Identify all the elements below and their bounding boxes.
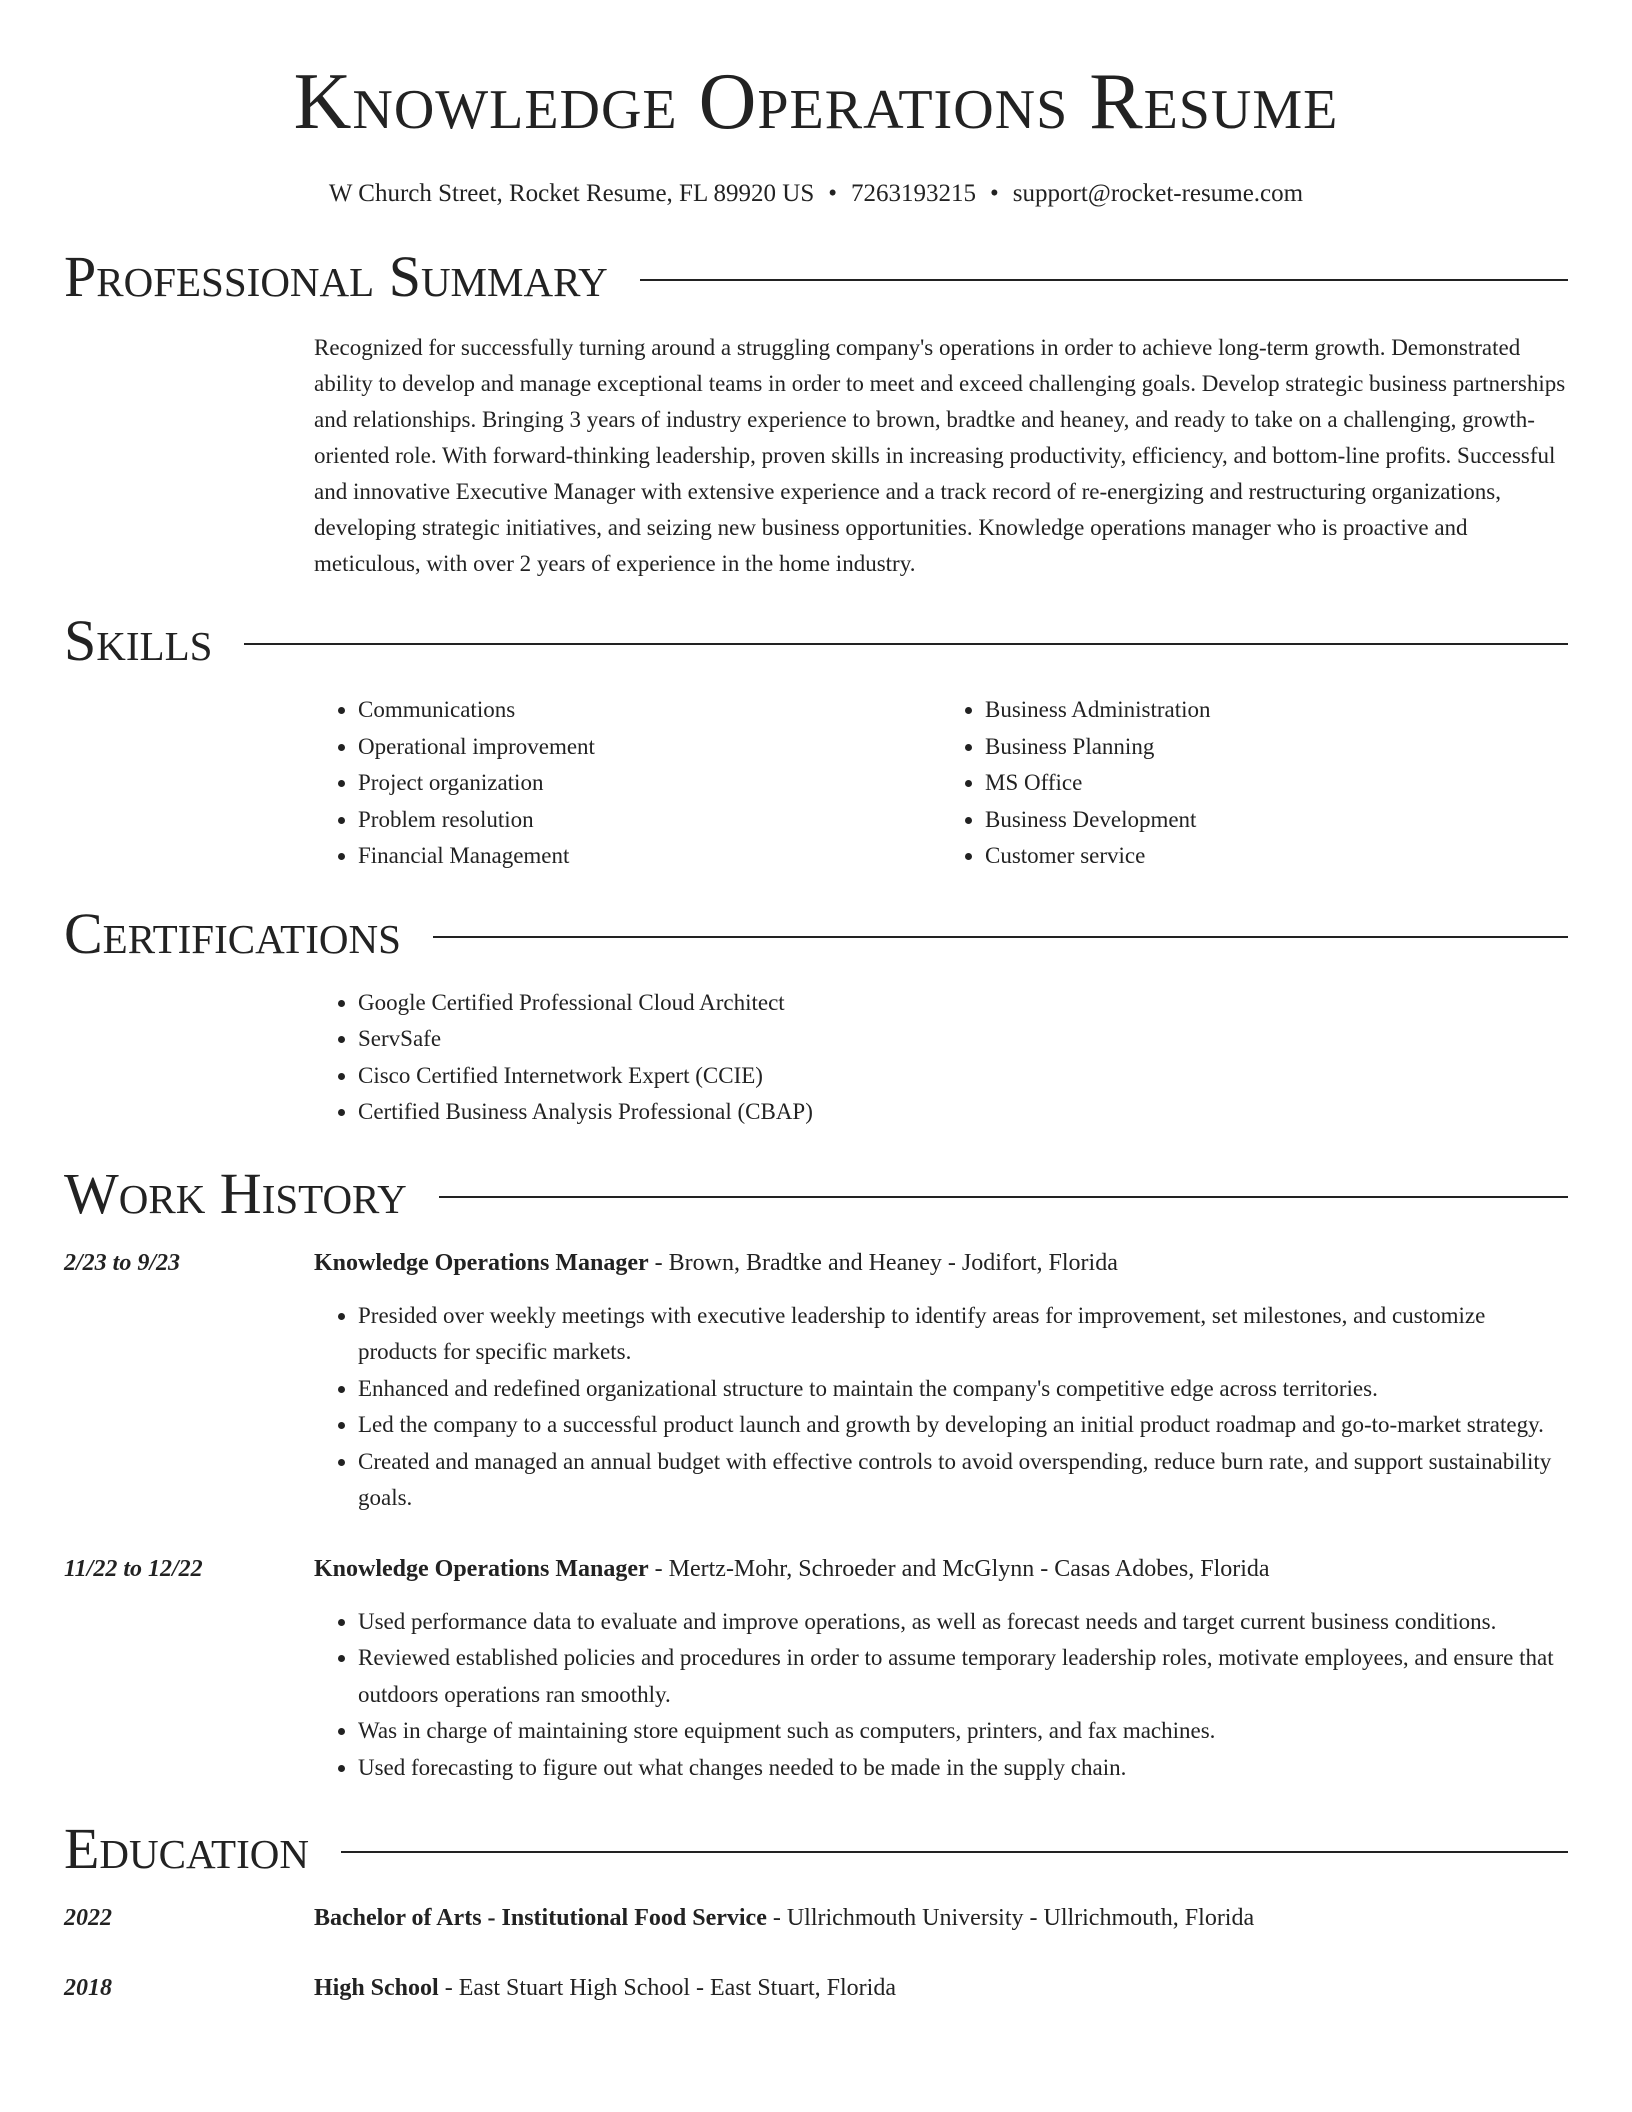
skill-item: • Problem resolution xyxy=(358,802,941,839)
job-title: Knowledge Operations Manager xyxy=(314,1249,649,1276)
education-degree: High School xyxy=(314,1975,439,2001)
summary-heading: Professional Summary xyxy=(64,244,608,309)
certifications-heading: Certifications xyxy=(64,900,401,966)
skill-item: • Operational improvement xyxy=(358,729,941,766)
job-bullet: • Led the company to a successful product launch and growth by developing an initial product roadmap and go-to-market strategy. xyxy=(358,1407,1568,1444)
work-history xyxy=(64,1245,1568,1787)
education-entry xyxy=(64,1900,1568,1936)
skill-item: • Business Development xyxy=(985,802,1568,839)
section-divider xyxy=(244,643,1568,645)
skills-section-header xyxy=(64,608,1568,673)
education-school: - East Stuart High School - East Stuart, Florida xyxy=(438,1975,896,2001)
skills-heading: Skills xyxy=(64,608,213,673)
education-heading: Education xyxy=(64,1816,309,1881)
certification-item: • ServSafe xyxy=(358,1021,1568,1058)
skill-item: • Business Planning xyxy=(985,729,1568,766)
job-bullet: • Presided over weekly meetings with executive leadership to identify areas for improvement, set milestones, and customize products for specific markets. xyxy=(358,1298,1568,1371)
education-list xyxy=(64,1900,1568,2006)
skills-column-right xyxy=(941,692,1568,875)
summary-section-header xyxy=(64,244,1568,309)
skill-item: • Customer service xyxy=(985,838,1568,875)
resume-title: Knowledge Operations Resume xyxy=(293,58,1339,146)
work-section-header xyxy=(64,1160,1568,1226)
education-year: 2022 xyxy=(64,1905,112,1931)
job-bullets xyxy=(314,1298,1568,1517)
certification-item: • Google Certified Professional Cloud Architect xyxy=(358,985,1568,1022)
skill-item: • Communications xyxy=(358,692,941,729)
contact-separator: • xyxy=(828,180,838,207)
job-bullet: • Used performance data to evaluate and improve operations, as well as forecast needs and target current business conditions. xyxy=(358,1604,1568,1641)
job-heading xyxy=(314,1245,1568,1281)
skill-item: • Project organization xyxy=(358,765,941,802)
education-degree: Bachelor of Arts - Institutional Food Service xyxy=(314,1905,767,1931)
education-section-header xyxy=(64,1816,1568,1881)
skills-column-left xyxy=(314,692,941,875)
job-bullet: • Created and managed an annual budget with effective controls to avoid overspending, reduce burn rate, and support sustainability goals. xyxy=(358,1444,1568,1517)
job-bullet: • Was in charge of maintaining store equipment such as computers, printers, and fax machines. xyxy=(358,1713,1568,1750)
contact-phone: 7263193215 xyxy=(851,180,977,207)
certification-item: • Certified Business Analysis Professional (CBAP) xyxy=(358,1094,1568,1131)
job-bullet: • Reviewed established policies and procedures in order to assume temporary leadership roles, motivate employees, and ensure that outdoors operations ran smoothly. xyxy=(358,1640,1568,1713)
certification-item: • Cisco Certified Internetwork Expert (CCIE) xyxy=(358,1058,1568,1095)
section-divider xyxy=(640,279,1568,281)
education-detail xyxy=(314,1970,896,2006)
skills-list xyxy=(314,692,1568,875)
contact-line xyxy=(64,180,1568,208)
job-bullet: • Enhanced and redefined organizational structure to maintain the company's competitive edge across territories. xyxy=(358,1371,1568,1408)
skill-item: • Business Administration xyxy=(985,692,1568,729)
section-divider xyxy=(433,936,1568,938)
education-entry xyxy=(64,1970,1568,2006)
job-title: Knowledge Operations Manager xyxy=(314,1555,649,1582)
job-entry xyxy=(64,1245,1568,1517)
section-divider xyxy=(439,1196,1568,1198)
work-heading: Work History xyxy=(64,1160,407,1226)
certifications-section-header xyxy=(64,900,1568,966)
certifications-list xyxy=(314,985,1568,1131)
job-content xyxy=(314,1245,1568,1517)
job-entry xyxy=(64,1551,1568,1787)
job-content xyxy=(314,1551,1568,1787)
skill-item: • Financial Management xyxy=(358,838,941,875)
job-heading xyxy=(314,1551,1568,1587)
job-employer: - Mertz-Mohr, Schroeder and McGlynn - Casas Adobes, Florida xyxy=(648,1555,1270,1582)
certifications-bullets xyxy=(314,985,1568,1131)
contact-email: support@rocket-resume.com xyxy=(1012,180,1304,207)
education-year: 2018 xyxy=(64,1975,112,2001)
contact-separator: • xyxy=(990,180,999,207)
resume-page xyxy=(64,0,1568,2006)
skill-item: • MS Office xyxy=(985,765,1568,802)
education-school: - Ullrichmouth University - Ullrichmouth, Florida xyxy=(766,1905,1255,1931)
job-dates: 11/22 to 12/22 xyxy=(64,1555,203,1582)
job-bullet: • Used forecasting to figure out what changes needed to be made in the supply chain. xyxy=(358,1750,1568,1787)
summary-text: Recognized for successfully turning around a struggling company's operations in order to achieve long-term growth. Demonstrated ability to develop and manage exceptional teams in order to meet and exceed challenging goals. Develop strategic business partnerships and relationships. Bringing 3 years of industry experience to brown, bradtke and heaney, and ready to take on a challenging, growth-oriented role. With forward-thinking leadership, proven skills in increasing productivity, efficiency, and bottom-line profits. Successful and innovative Executive Manager with extensive experience and a track record of re-energizing and restructuring organizations, developing strategic initiatives, and seizing new business opportunities. Knowledge operations manager who is proactive and meticulous, with over 2 years of experience in the home industry. xyxy=(314,335,1566,576)
job-dates: 2/23 to 9/23 xyxy=(64,1249,181,1276)
education-detail xyxy=(314,1900,1254,1936)
section-divider xyxy=(341,1851,1568,1853)
contact-address: W Church Street, Rocket Resume, FL 89920 US xyxy=(328,180,815,207)
job-employer: - Brown, Bradtke and Heaney - Jodifort, Florida xyxy=(648,1249,1118,1276)
job-bullets xyxy=(314,1604,1568,1787)
